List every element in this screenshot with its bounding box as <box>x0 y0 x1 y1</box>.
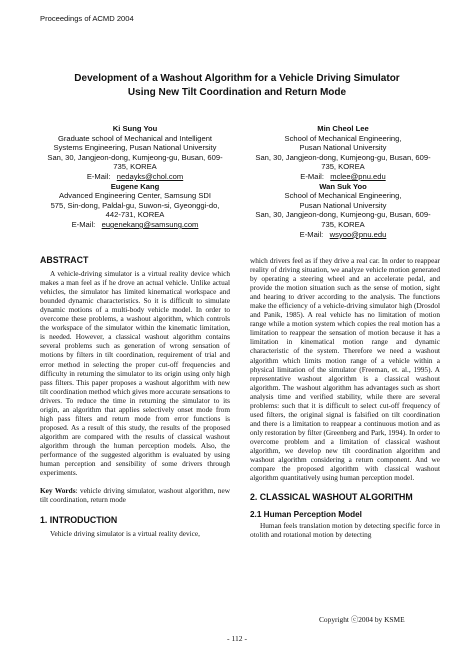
author-email-line <box>40 172 230 182</box>
author-affiliation-line: Systems Engineering, Pusan National University <box>53 143 217 153</box>
author-email-line <box>248 172 438 182</box>
paper-title <box>40 72 434 100</box>
author-affiliation-line: San, 30, Jangjeon-dong, Kumjeong-gu, Busan, 609- <box>47 152 223 162</box>
author-affiliation-line: 735, KOREA <box>113 162 157 172</box>
proceedings-header: Proceedings of ACMD 2004 <box>40 14 134 23</box>
keywords <box>40 486 230 504</box>
author-email-link[interactable]: nedayks@chol.com <box>116 171 184 181</box>
email-label: E-Mail: <box>86 171 111 181</box>
abstract-text: A vehicle-driving simulator is a virtual reality device which makes a man feel as if he drove an actual vehicle. Unlike actual vehicles, the simulator has limited kinematical workspace and bounded dynamic characteristics. So it is difficult to simulate dynamic motions of a multi-body vehicle model. In order to overcome these problems, a washout algorithm, which controls the workspace of the simulator within the kinematic limitation, is needed. However, a classical washout algorithm contains several problems such as generation of wrong sensation of motions by filters in tilt coordination, requirement of trial and error method in selecting the proper cut-off frequencies and difficulty in returning the simulator to its origin using only high pass filters. This paper proposes a washout algorithm with new tilt coordination method which gives more accurate sensations to drivers. To reduce the time in returning the simulator to its origin, an algorithm that applies selectively onset mode from high pass filters and return mode from error functions is proposed. As a result of this study, the results of the proposed algorithm are compared with the results of classical washout algorithm through the human perception models. Also, the performance of the suggested algorithm is evaluated by using human perception and sensibility of some drivers through experiments. <box>40 269 230 478</box>
email-label: E-Mail: <box>71 219 96 229</box>
keywords-label: Key Words <box>40 486 76 496</box>
page-number: - 112 - <box>227 634 247 643</box>
left-column <box>40 256 230 538</box>
section-2-heading: 2. CLASSICAL WASHOUT ALGORITHM <box>250 492 413 503</box>
author-email-link[interactable]: eugenekang@samsung.com <box>101 219 199 229</box>
email-label: E-Mail: <box>299 229 324 239</box>
author-affiliation-line: 735, KOREA <box>321 219 365 229</box>
author-affiliation-line: School of Mechanical Engineering, <box>284 133 402 143</box>
author-email-link[interactable]: wsyoo@pnu.edu <box>329 229 387 239</box>
author-block-right <box>248 124 438 239</box>
author-email-line <box>40 220 230 230</box>
introduction-text: Vehicle driving simulator is a virtual reality device, <box>50 529 200 539</box>
author-affiliation-line: Graduate school of Mechanical and Intelligent <box>57 133 213 143</box>
author-affiliation-line: 735, KOREA <box>321 162 365 172</box>
author-affiliation-line: 442-731, KOREA <box>105 210 165 220</box>
author-affiliation-line: Pusan National University <box>299 200 387 210</box>
author-affiliation-line: 575, Sin-dong, Paldal-gu, Suwon-si, Gyeonggi-do, <box>50 200 220 210</box>
section-2-1-heading: 2.1 Human Perception Model <box>250 510 362 520</box>
abstract-heading: ABSTRACT <box>40 255 89 265</box>
author-name: Ki Sung You <box>112 124 158 133</box>
keywords-text: : vehicle driving simulator, washout algorithm, new tilt coordination, return mode <box>40 486 230 505</box>
body-paragraph: which drivers feel as if they drive a real car. In order to reappear reality of driving situation, we analyze vehicle motion generated by operating a steering wheel and an accelerate pedal, and provide the motion situation such as the sense of motion, sight and hearing to driver according to the analysis. The functions make the efficiency of a vehicle-driving simulator high (Drosdol and Panik, 1985). A real vehicle has no limitation of motion range while a motion system which copies the real motion has a limitation to reappear the sensation of motion because it has a limitation in kinematical motion range and dynamic characteristic of the system. Therefore we need a washout algorithm which limits motion range of a vehicle within a physical limitation of the simulator (Freeman, et. al., 1995). A representative washout algorithm is a classical washout algorithm. The washout algorithm has advantages such as short analysis time and verified stability, while there are several problems: such that it is difficult to select cut-off frequency of used filters, the original signal is falsified on tilt coordination and there is a limitation to reappear a continuous motion and as only restoration by filter (Greenberg and Park, 1994). In order to overcome problem and a limitation of classical washout algorithm, we develop new tilt coordination algorithm and washout algorithm considering a return component. And we compare the proposed algorithm with classical washout algorithm quantitatively using human perception model. <box>250 256 440 483</box>
introduction-heading: 1. INTRODUCTION <box>40 515 118 526</box>
author-affiliation-line: San, 30, Jangjeon-dong, Kumjeong-gu, Busan, 609- <box>255 152 431 162</box>
author-affiliation-line: Advanced Engineering Center, Samsung SDI <box>59 191 211 201</box>
author-email-link[interactable]: mclee@pnu.edu <box>330 171 386 181</box>
right-column <box>250 256 440 539</box>
author-block-left <box>40 124 230 230</box>
title-line-2: Using New Tilt Coordination and Return Mode <box>127 87 347 98</box>
author-affiliation-line: Pusan National University <box>299 143 387 153</box>
email-label: E-Mail: <box>300 171 324 181</box>
author-affiliation-line: San, 30, Jangjeon-dong, Kumjeong-gu, Busan, 609- <box>255 210 431 220</box>
section-2-1-text: Human feels translation motion by detecting specific force in otolith and rotational motion by detecting <box>250 521 440 540</box>
author-affiliation-line: School of Mechanical Engineering, <box>284 191 402 201</box>
author-name: Wan Suk Yoo <box>319 181 367 191</box>
author-email-line <box>248 230 438 240</box>
copyright-notice: Copyright ⓒ2004 by KSME <box>319 615 405 624</box>
title-line-1: Development of a Washout Algorithm for a Vehicle Driving Simulator <box>74 73 400 84</box>
author-name: Eugene Kang <box>110 181 160 191</box>
author-name: Min Cheol Lee <box>317 124 369 133</box>
